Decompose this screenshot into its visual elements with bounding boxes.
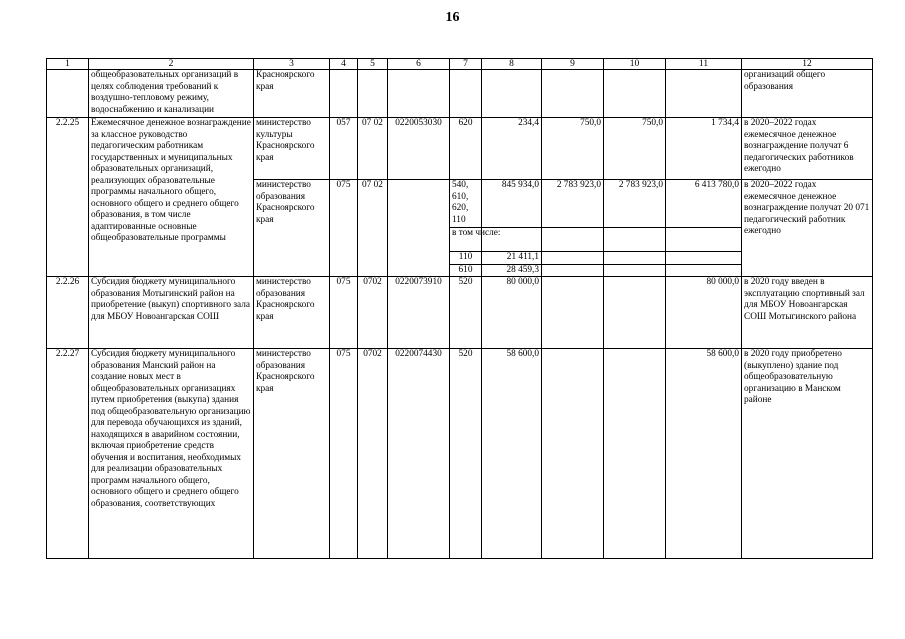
grbs-code: 075 bbox=[330, 349, 358, 559]
amount-2020: 28 459,3 bbox=[482, 264, 542, 277]
expense-type: 620 bbox=[450, 118, 482, 180]
amount-2020: 21 411,1 bbox=[482, 252, 542, 265]
section-code: 07 02 bbox=[358, 118, 388, 180]
expense-type: 520 bbox=[450, 277, 482, 349]
section-code: 0702 bbox=[358, 277, 388, 349]
header-cell: 11 bbox=[666, 59, 742, 70]
header-cell: 6 bbox=[388, 59, 450, 70]
target-article: 0220053030 bbox=[388, 118, 450, 180]
amount-total: 6 413 780,0 bbox=[666, 180, 742, 228]
row-number: 2.2.26 bbox=[47, 277, 89, 349]
table-row bbox=[47, 118, 873, 180]
amount-2022: 750,0 bbox=[604, 118, 666, 180]
expense-type: 110 bbox=[450, 252, 482, 265]
grbs-code: 075 bbox=[330, 180, 358, 277]
page-number: 16 bbox=[445, 10, 460, 25]
measure-description: Субсидия бюджету муниципального образования Мотыгинский район на приобретение (выкуп) спортивного зала для МБОУ Новоангарская СОШ bbox=[89, 277, 254, 349]
table-row bbox=[47, 277, 873, 349]
including-label: в том числе: bbox=[450, 228, 482, 252]
amount-2021: 2 783 923,0 bbox=[542, 180, 604, 228]
administrator-cell: министерство образования Красноярского края bbox=[254, 180, 330, 277]
result-cell: в 2020 году введен в эксплуатацию спортивный зал для МБОУ Новоангарская СОШ Мотыгинского района bbox=[742, 277, 873, 349]
expense-type: 520 bbox=[450, 349, 482, 559]
header-cell: 7 bbox=[450, 59, 482, 70]
header-cell: 9 bbox=[542, 59, 604, 70]
amount-2020: 234,4 bbox=[482, 118, 542, 180]
target-article: 0220074430 bbox=[388, 349, 450, 559]
row-number: 2.2.25 bbox=[47, 118, 89, 277]
result-cell: в 2020 году приобретено (выкуплено) здание под общеобразовательную организацию в Манском районе bbox=[742, 349, 873, 559]
administrator-cell: министерство культуры Красноярского края bbox=[254, 118, 330, 180]
amount-2021: 750,0 bbox=[542, 118, 604, 180]
amount-2021 bbox=[542, 349, 604, 559]
header-cell: 3 bbox=[254, 59, 330, 70]
header-cell: 4 bbox=[330, 59, 358, 70]
grbs-code: 075 bbox=[330, 277, 358, 349]
result-cell: в 2020–2022 годах ежемесячное денежное вознаграждение получат 6 педагогических работников ежегодно bbox=[742, 118, 873, 180]
amount-2020: 80 000,0 bbox=[482, 277, 542, 349]
amount-2021 bbox=[542, 277, 604, 349]
amount-total: 80 000,0 bbox=[666, 277, 742, 349]
column-number-row bbox=[47, 59, 873, 70]
section-code: 0702 bbox=[358, 349, 388, 559]
expense-type: 610 bbox=[450, 264, 482, 277]
measure-description: Ежемесячное денежное вознаграждение за классное руководство педагогическим работникам государственных и муниципальных образовательных организаций, реализующих образовательные программы начального общего, основного общего и среднего общего образования, в том числе адаптированные основные общеобразовательные программы bbox=[89, 118, 254, 277]
grbs-code: 057 bbox=[330, 118, 358, 180]
administrator-cell: министерство образования Красноярского края bbox=[254, 277, 330, 349]
result-cell: организаций общего образования bbox=[742, 70, 873, 118]
measure-description: Субсидия бюджету муниципального образования Манский район на создание новых мест в общеобразовательных организациях путем приобретения (выкупа) здания под общеобразовательную организацию для перевода обучающихся из зданий, находящихся в аварийном состоянии, включая приобретение средств обучения и воспитания, необходимых для реализации образовательных программ начального общего, основного общего и среднего общего образования, соответствующих bbox=[89, 349, 254, 559]
result-cell: в 2020–2022 годах ежемесячное денежное вознаграждение получат 20 071 педагогический работник ежегодно bbox=[742, 180, 873, 277]
header-cell: 10 bbox=[604, 59, 666, 70]
amount-2022 bbox=[604, 349, 666, 559]
section-code: 07 02 bbox=[358, 180, 388, 277]
measure-description: общеобразовательных организаций в целях соблюдения требований к воздушно-тепловому режиму, водоснабжению и канализации bbox=[89, 70, 254, 118]
table-row bbox=[47, 70, 873, 118]
administrator-cell: Красноярского края bbox=[254, 70, 330, 118]
header-cell: 5 bbox=[358, 59, 388, 70]
amount-total: 1 734,4 bbox=[666, 118, 742, 180]
table-row bbox=[47, 349, 873, 559]
amount-2020: 58 600,0 bbox=[482, 349, 542, 559]
target-article: 0220073910 bbox=[388, 277, 450, 349]
amount-2022 bbox=[604, 277, 666, 349]
header-cell: 12 bbox=[742, 59, 873, 70]
amount-2020: 845 934,0 bbox=[482, 180, 542, 228]
expense-type: 540, 610, 620, 110 bbox=[450, 180, 482, 228]
header-cell: 2 bbox=[89, 59, 254, 70]
row-number: 2.2.27 bbox=[47, 349, 89, 559]
header-cell: 1 bbox=[47, 59, 89, 70]
amount-2022: 2 783 923,0 bbox=[604, 180, 666, 228]
administrator-cell: министерство образования Красноярского края bbox=[254, 349, 330, 559]
header-cell: 8 bbox=[482, 59, 542, 70]
program-measures-table bbox=[46, 58, 873, 559]
amount-total: 58 600,0 bbox=[666, 349, 742, 559]
